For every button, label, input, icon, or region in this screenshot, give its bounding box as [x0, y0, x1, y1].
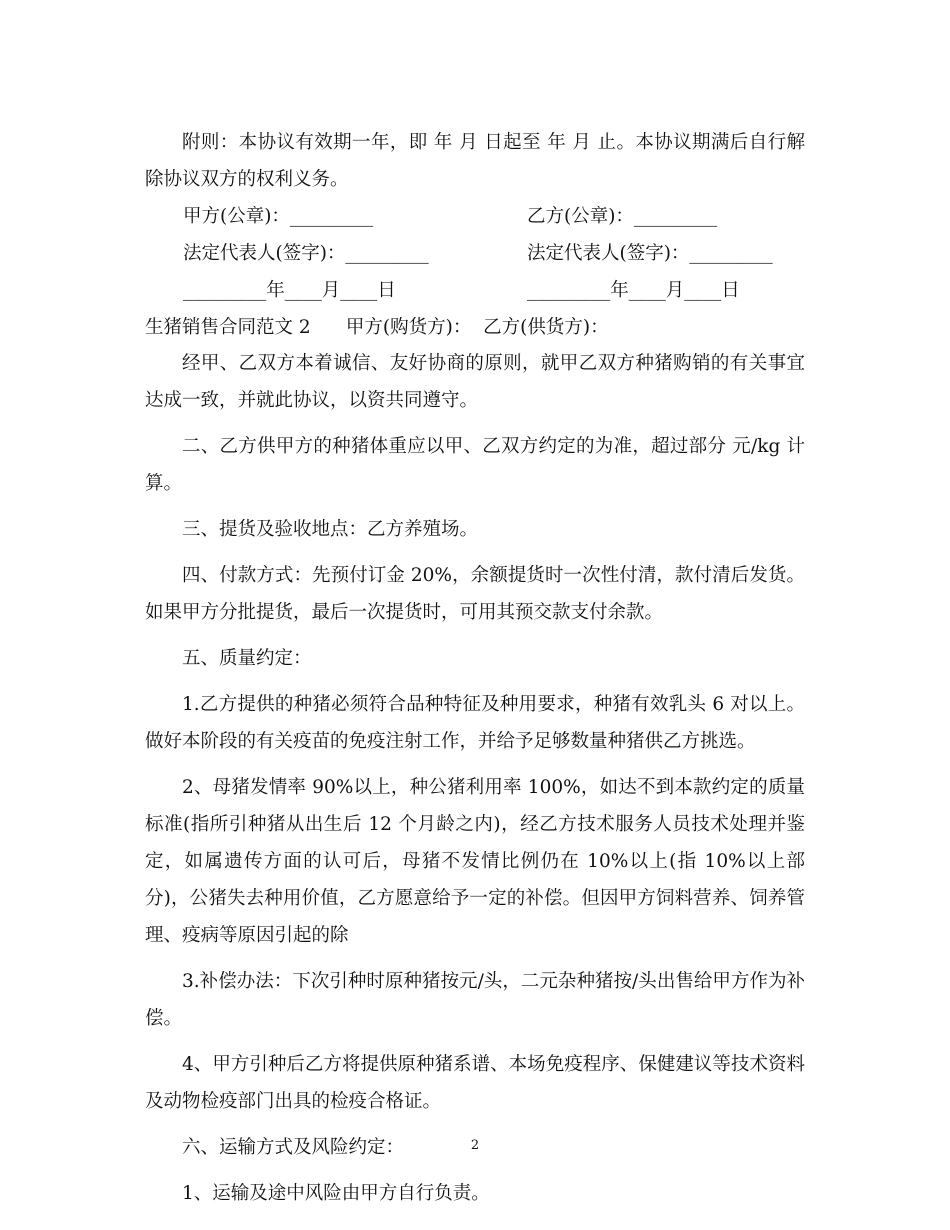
page-number: 2 — [470, 1138, 480, 1153]
paragraph-clause-4: 四、付款方式：先预付订金 20%，余额提货时一次性付清，款付清后发货。如果甲方分批提货，最后一次提货时，可用其预交款支付余款。 — [145, 565, 805, 623]
party-b-representative: 法定代表人(签字)：_________ — [527, 243, 773, 264]
paragraph-transport-1: 1、运输及途中风险由甲方自行负责。 — [182, 1183, 490, 1204]
paragraph-quality-2: 2、母猪发情率 90%以上，种公猪利用率 100%，如达不到本款约定的质量标准(指所引种猪从出生后 12 个月龄之内)，经乙方技术服务人员技术处理并鉴定，如属遗传方面的认可后，母猪不发情比例仍在 10%以上(指 10%以上部分)，公猪失去种用价值，乙方愿意给予一定的补偿。但因甲方饲料营养、饲养管理、疫病等原因引起的除 — [145, 777, 805, 946]
party-a-representative: 法定代表人(签字)：_________ — [183, 243, 429, 264]
appendix-paragraph: 附则：本协议有效期一年，即 年 月 日起至 年 月 止。本协议期满后自行解除协议双方的权利义务。 — [145, 132, 805, 190]
paragraph-compensation: 3.补偿办法：下次引种时原种猪按元/头，二元杂种猪按/头出售给甲方作为补偿。 — [145, 971, 805, 1029]
paragraph-quality-1: 1.乙方提供的种猪必须符合品种特征及种用要求，种猪有效乳头 6 对以上。做好本阶段的有关疫苗的免疫注射工作，并给予足够数量种猪供乙方挑选。 — [145, 694, 805, 752]
party-b-seal: 乙方(公章)：_________ — [527, 206, 718, 227]
paragraph-clause-3: 三、提货及验收地点：乙方养殖场。 — [182, 519, 479, 540]
contract-body — [145, 345, 805, 1221]
party-b-date: _________年____月____日 — [527, 280, 740, 301]
paragraph-clause-6: 六、运输方式及风险约定： — [182, 1137, 405, 1158]
party-a-seal: 甲方(公章)：_________ — [183, 206, 374, 227]
sample-heading: 生猪销售合同范文 2 甲方(购货方)： 乙方(供货方)： — [145, 317, 609, 338]
paragraph-clause-2: 二、乙方供甲方的种猪体重应以甲、乙双方约定的为准，超过部分 元/kg 计算。 — [145, 436, 805, 494]
party-a-date: _________年____月____日 — [183, 280, 396, 301]
paragraph-quality-4: 4、甲方引种后乙方将提供原种猪系谱、本场免疫程序、保健建议等技术资料及动物检疫部门出具的检疫合格证。 — [145, 1054, 805, 1112]
paragraph-intro: 经甲、乙双方本着诚信、友好协商的原则，就甲乙双方种猪购销的有关事宜达成一致，并就此协议，以资共同遵守。 — [145, 353, 805, 411]
paragraph-clause-5: 五、质量约定： — [182, 648, 312, 669]
